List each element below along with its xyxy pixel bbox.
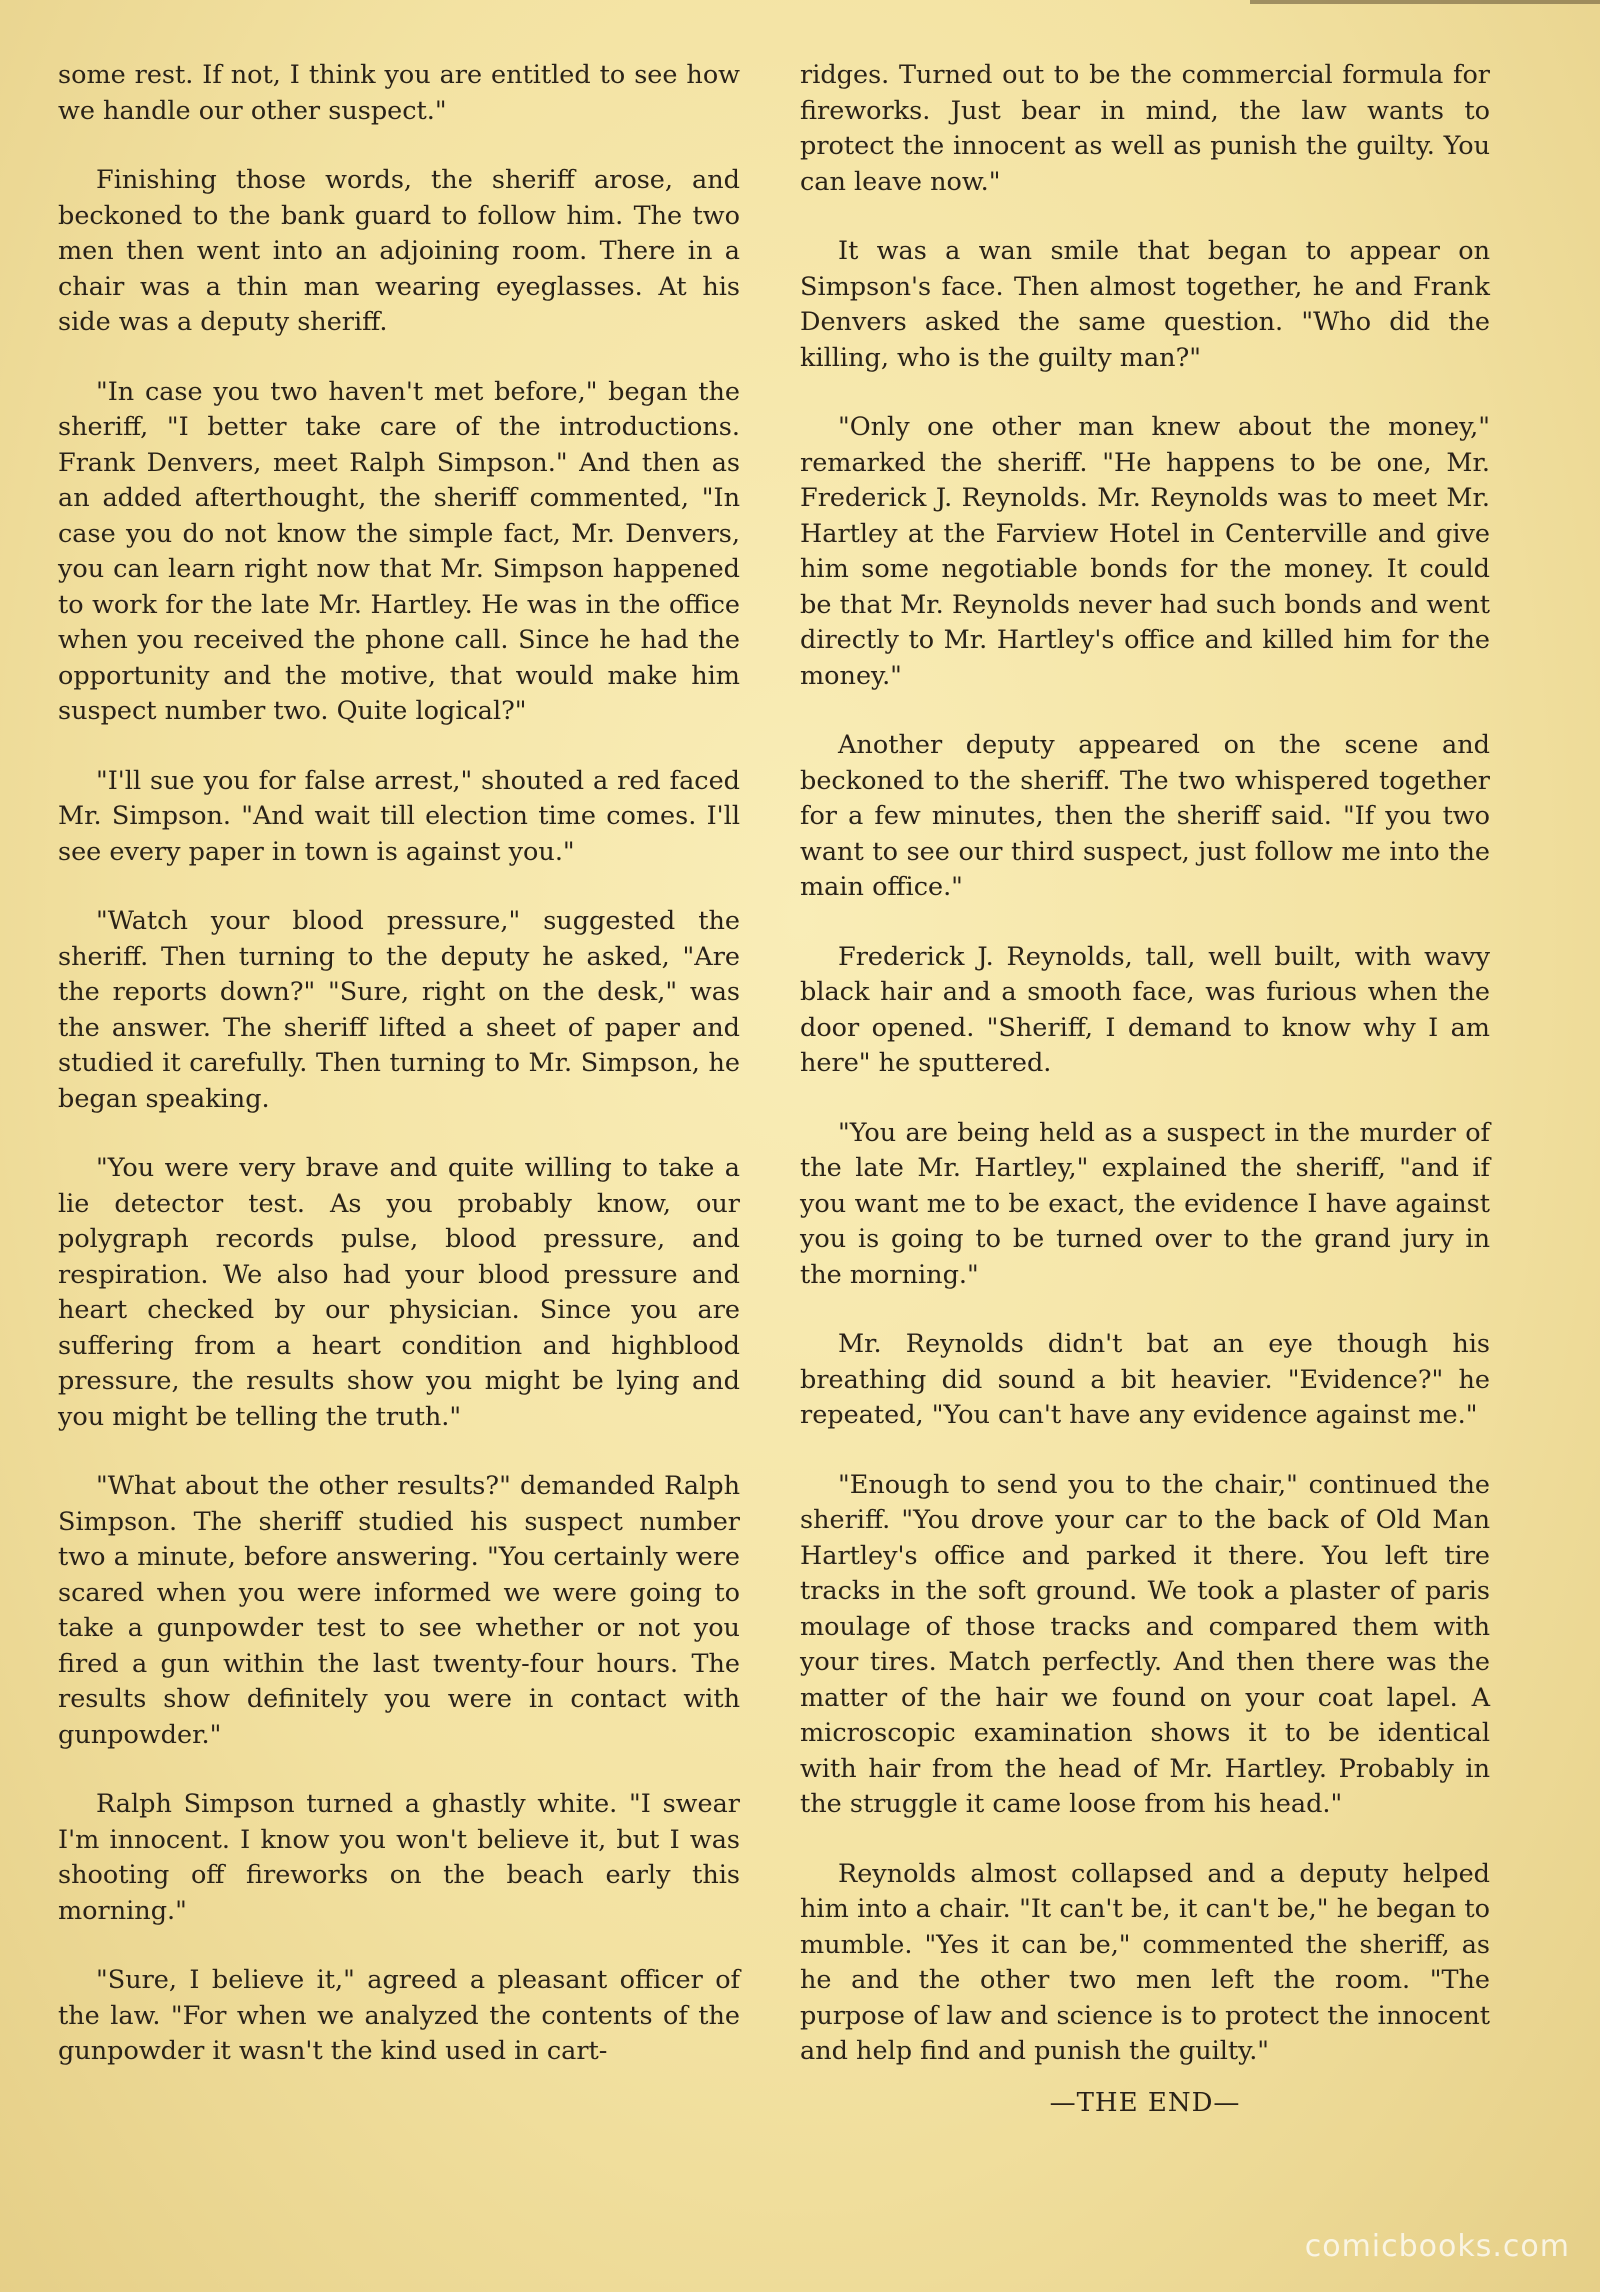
paragraph: Frederick J. Reynolds, tall, well built, with wavy black hair and a smooth face, was furious when the door opened. "Sheriff, I demand to know why I am here" he sputtered. [800,941,1490,1078]
paragraph: "I'll sue you for false arrest," shouted a red faced Mr. Simpson. "And wait till election time comes. I'll see every paper in town is against you." [58,765,740,867]
left-column [58,58,740,2104]
paragraph: "Watch your blood pressure," suggested the sheriff. Then turning to the deputy he asked, "Are the reports down?" "Sure, right on the desk," was the answer. The sheriff lifted a sheet of paper and studied it carefully. Then turning to Mr. Simpson, he began speaking. [58,906,740,1114]
paragraph: ridges. Turned out to be the commercial formula for fireworks. Just bear in mind, the law wants to protect the innocent as well as punish the guilty. You can leave now." [800,60,1490,197]
paragraph: Reynolds almost collapsed and a deputy helped him into a chair. "It can't be, it can't be," he began to mumble. "Yes it can be," commented the sheriff, as he and the other two men left the room. "The purpose of law and science is to protect the innocent and help find and punish the guilty." [800,1858,1490,2066]
paragraph: "Only one other man knew about the money," remarked the sheriff. "He happens to be one, Mr. Frederick J. Reynolds. Mr. Reynolds was to meet Mr. Hartley at the Farview Hotel in Centerville and give him some negotiable bonds for the money. It could be that Mr. Reynolds never had such bonds and went directly to Mr. Hartley's office and killed him for the money." [800,412,1490,691]
paragraph: "Sure, I believe it," agreed a pleasant officer of the law. "For when we analyzed the contents of the gunpowder it wasn't the kind used in cart- [58,1965,740,2066]
paragraph: Ralph Simpson turned a ghastly white. "I swear I'm innocent. I know you won't believe it, but I was shooting off fireworks on the beach early this morning." [58,1789,740,1926]
paragraph: "In case you two haven't met before," began the sheriff, "I better take care of the introductions. Frank Denvers, meet Ralph Simpson." And then as an added afterthought, the sheriff commented, "In case you do not know the simple fact, Mr. Denvers, you can learn right now that Mr. Simpson happened to work for the late Mr. Hartley. He was in the office when you received the phone call. Since he had the opportunity and the motive, that would make him suspect number two. Quite logical?" [58,376,740,726]
paragraph: Another deputy appeared on the scene and beckoned to the sheriff. The two whispered together for a few minutes, then the sheriff said. "If you two want to see our third suspect, just follow me into the main office." [800,730,1490,902]
paragraph: It was a wan smile that began to appear on Simpson's face. Then almost together, he and Frank Denvers asked the same question. "Who did the killing, who is the guilty man?" [800,236,1490,373]
paragraph: "Enough to send you to the chair," continued the sheriff. "You drove your car to the back of Old Man Hartley's office and parked it there. You left tire tracks in the soft ground. We took a plaster of paris moulage of those tracks and compared them with your tires. Match perfectly. And then there was the matter of the hair we found on your coat lapel. A microscopic examination shows it to be identical with hair from the head of Mr. Hartley. Probably in the struggle it came loose from his head." [800,1469,1490,1819]
paragraph: some rest. If not, I think you are entitled to see how we handle our other suspect." [58,60,740,126]
paragraph: Mr. Reynolds didn't bat an eye though his breathing did sound a bit heavier. "Evidence?" he repeated, "You can't have any evidence against me." [800,1329,1490,1430]
paragraph: "You were very brave and quite willing to take a lie detector test. As you probably know, our polygraph records pulse, blood pressure, and respiration. We also had your blood pressure and heart checked by our physician. Since you are suffering from a heart condition and highblood pressure, the results show you might be lying and you might be telling the truth." [58,1153,740,1432]
right-column [800,58,1490,2121]
top-rule [1250,0,1600,4]
paragraph: Finishing those words, the sheriff arose, and beckoned to the bank guard to follow him. The two men then went into an adjoining room. There in a chair was a thin man wearing eyeglasses. At his side was a deputy sheriff. [58,165,740,337]
paragraph: "What about the other results?" demanded Ralph Simpson. The sheriff studied his suspect number two a minute, before answering. "You certainly were scared when you were informed we were going to take a gunpowder test to see whether or not you fired a gun within the last twenty-four hours. The results show definitely you were in contact with gunpowder." [58,1471,740,1750]
watermark: comicbooks.com [1304,2229,1570,2264]
the-end: —THE END— [1049,2087,1241,2118]
paragraph: "You are being held as a suspect in the murder of the late Mr. Hartley," explained the sheriff, "and if you want me to be exact, the evidence I have against you is going to be turned over to the grand jury in the morning." [800,1117,1490,1290]
